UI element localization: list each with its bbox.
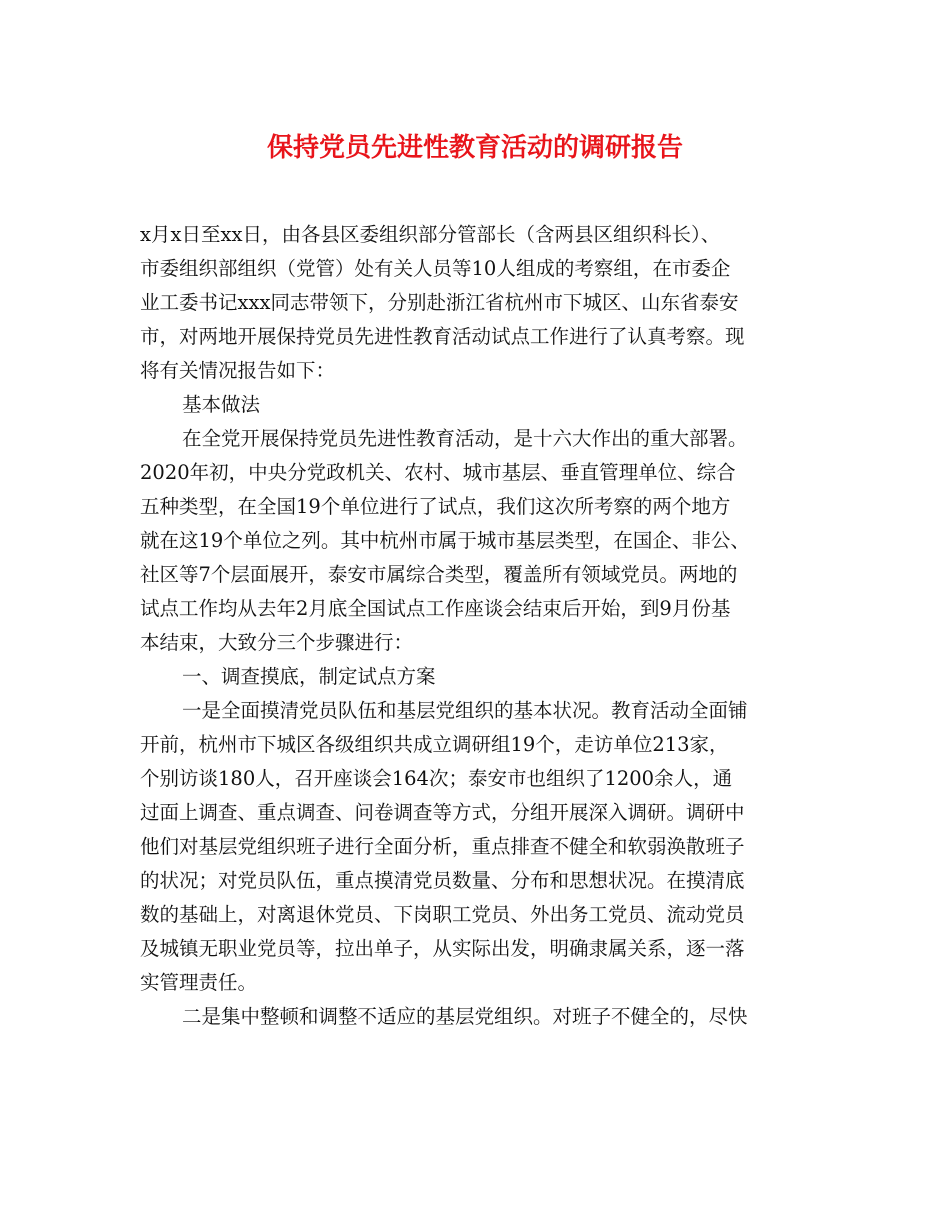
text-line: 开前，杭州市下城区各级组织共成立调研组19个，走访单位213家，: [140, 733, 729, 756]
text-line: 本结束，大致分三个步骤进行：: [140, 631, 414, 654]
text-line: 将有关情况报告如下：: [140, 359, 336, 382]
document-body: [140, 218, 830, 1034]
text-line: 业工委书记xxx同志带领下，分别赴浙江省杭州市下城区、山东省泰安: [140, 291, 739, 314]
text-line: 二是集中整顿和调整不适应的基层党组织。对班子不健全的，尽快: [182, 1005, 748, 1028]
section-heading: 基本做法: [182, 393, 261, 416]
text-line: 及城镇无职业党员等，拉出单子，从实际出发，明确隶属关系，逐一落: [140, 937, 745, 960]
subsection-heading: 一、调查摸底，制定试点方案: [182, 665, 436, 688]
text-line: 一是全面摸清党员队伍和基层党组织的基本状况。教育活动全面铺: [182, 699, 748, 722]
document-title: 保持党员先进性教育活动的调研报告: [266, 133, 683, 163]
text-line: 市，对两地开展保持党员先进性教育活动试点工作进行了认真考察。现: [140, 325, 745, 348]
text-line: 2020年初，中央分党政机关、农村、城市基层、垂直管理单位、综合: [140, 461, 736, 484]
text-line: x月x日至xx日，由各县区委组织部分管部长（含两县区组织科长）、: [140, 223, 721, 246]
text-line: 实管理责任。: [140, 971, 258, 994]
text-line: 他们对基层党组织班子进行全面分析，重点排查不健全和软弱涣散班子: [140, 835, 745, 858]
text-line: 数的基础上，对离退休党员、下岗职工党员、外出务工党员、流动党员: [140, 903, 745, 926]
text-line: 社区等7个层面展开，泰安市属综合类型，覆盖所有领域党员。两地的: [140, 563, 738, 586]
text-line: 过面上调查、重点调查、问卷调查等方式，分组开展深入调研。调研中: [140, 801, 745, 824]
text-line: 五种类型，在全国19个单位进行了试点，我们这次所考察的两个地方: [140, 495, 731, 518]
text-line: 在全党开展保持党员先进性教育活动，是十六大作出的重大部署。: [182, 427, 748, 450]
text-line: 市委组织部组织（党管）处有关人员等10人组成的考察组，在市委企: [140, 257, 731, 280]
text-line: 就在这19个单位之列。其中杭州市属于城市基层类型，在国企、非公、: [140, 529, 750, 552]
text-line: 试点工作均从去年2月底全国试点工作座谈会结束后开始，到9月份基: [140, 597, 731, 620]
text-line: 的状况；对党员队伍，重点摸清党员数量、分布和思想状况。在摸清底: [140, 869, 745, 892]
text-line: 个别访谈180人，召开座谈会164次；泰安市也组织了1200余人，通: [140, 767, 733, 790]
